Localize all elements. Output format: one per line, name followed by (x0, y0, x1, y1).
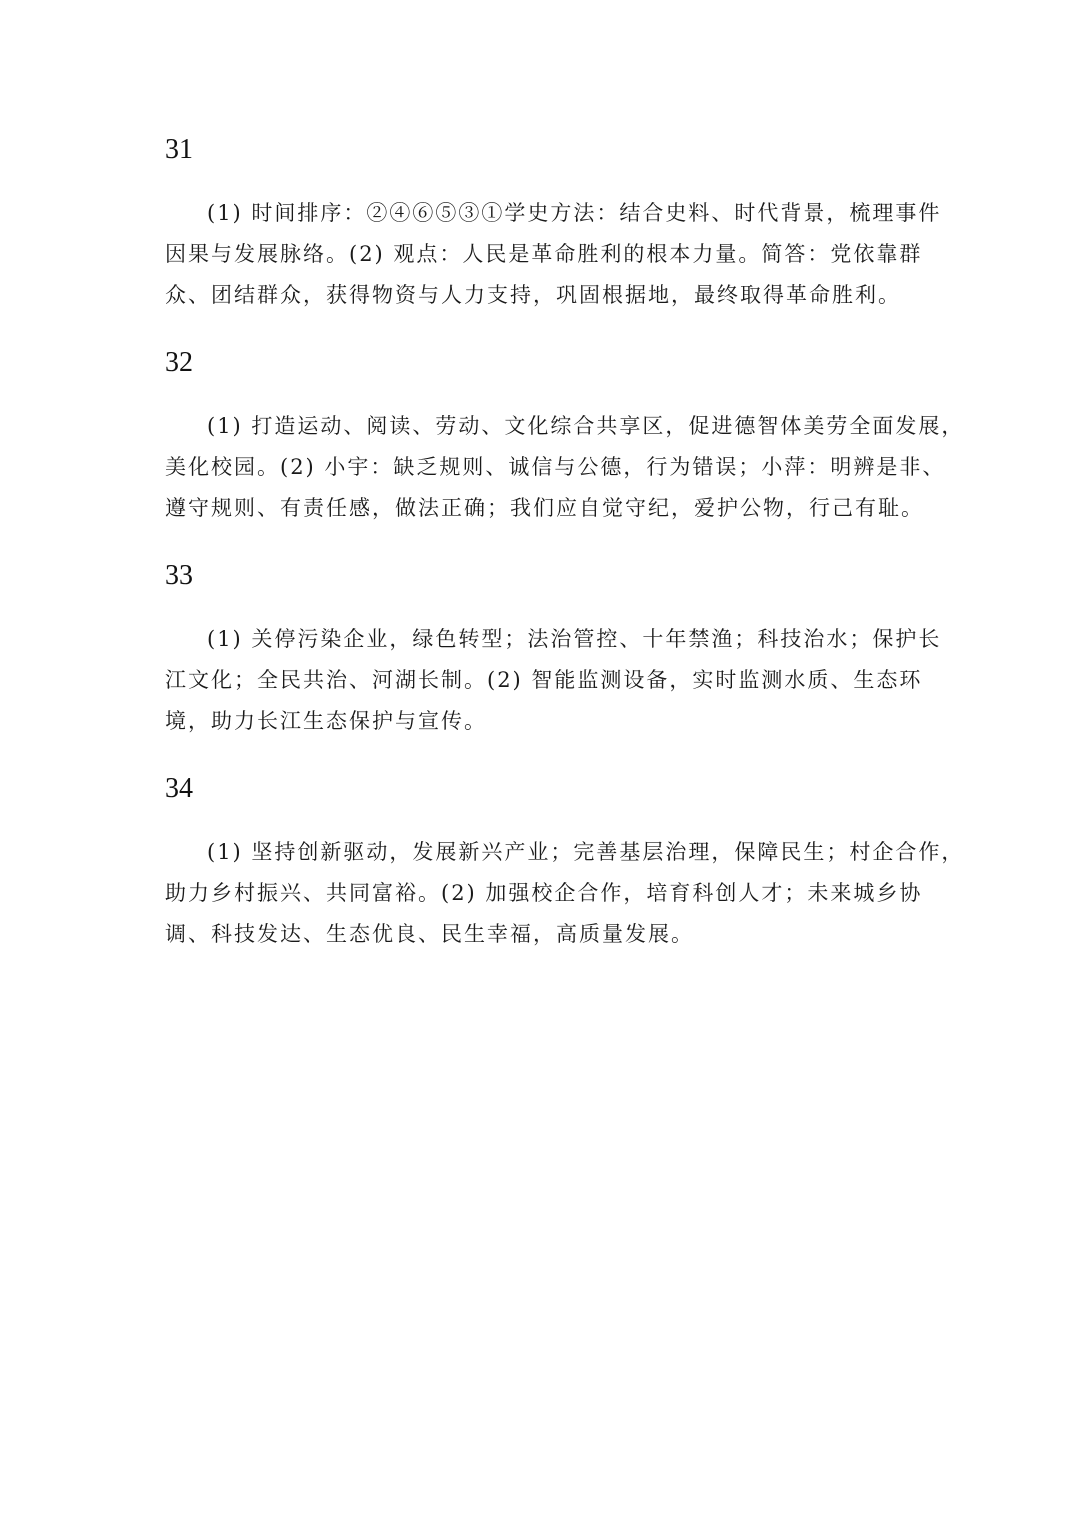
answer-line: 调、科技发达、生态优良、民生幸福，高质量发展。 (165, 922, 694, 946)
answer-line: (1) 时间排序：②④⑥⑤③①学史方法：结合史料、时代背景，梳理事件 (207, 201, 942, 225)
question-number: 32 (165, 347, 193, 378)
answer-line: 境，助力长江生态保护与宣传。 (165, 709, 487, 733)
answer-text (165, 406, 965, 529)
answer-line: 众、团结群众，获得物资与人力支持，巩固根据地，最终取得革命胜利。 (165, 283, 901, 307)
answer-line: (1) 关停污染企业，绿色转型；法治管控、十年禁渔；科技治水；保护长 (207, 627, 942, 651)
answer-line: 因果与发展脉络。(2) 观点：人民是革命胜利的根本力量。简答：党依靠群 (165, 242, 923, 266)
answer-line: 美化校园。(2) 小宇：缺乏规则、诚信与公德，行为错误；小萍：明辨是非、 (165, 455, 946, 479)
question-32 (165, 347, 965, 529)
question-number: 33 (165, 560, 193, 591)
answer-text (165, 619, 942, 742)
question-34 (165, 773, 965, 955)
answer-text (165, 193, 942, 316)
question-31 (165, 134, 942, 316)
answer-line: 江文化；全民共治、河湖长制。(2) 智能监测设备，实时监测水质、生态环 (165, 668, 923, 692)
answer-line: 遵守规则、有责任感，做法正确；我们应自觉守纪，爱护公物，行己有耻。 (165, 496, 924, 520)
answer-text (165, 832, 965, 955)
question-33 (165, 560, 942, 742)
question-number: 34 (165, 773, 193, 804)
answer-line: (1) 打造运动、阅读、劳动、文化综合共享区，促进德智体美劳全面发展， (207, 414, 965, 438)
answer-line: 助力乡村振兴、共同富裕。(2) 加强校企合作，培育科创人才；未来城乡协 (165, 881, 923, 905)
question-number: 31 (165, 134, 193, 165)
answer-line: (1) 坚持创新驱动，发展新兴产业；完善基层治理，保障民生；村企合作， (207, 840, 965, 864)
